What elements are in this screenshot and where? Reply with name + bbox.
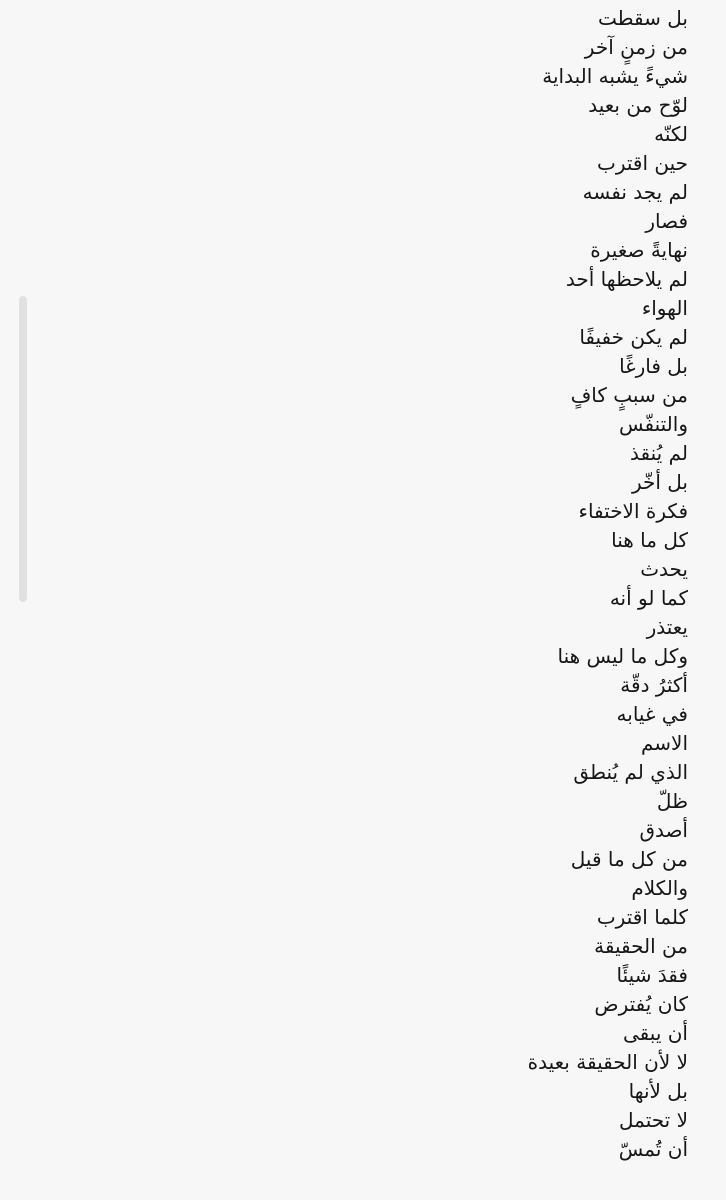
- poem-line: لوّح من بعيد: [588, 93, 688, 117]
- poem-line: وكل ما ليس هنا: [557, 644, 688, 668]
- poem-line: لكنّه: [654, 122, 688, 146]
- poem-line: أصدق: [639, 818, 688, 842]
- poem-line: بل أخّر: [631, 470, 688, 494]
- poem-line: أن يبقى: [623, 1021, 688, 1045]
- poem-line: نهايةً صغيرة: [590, 238, 688, 262]
- poem-line: من سببٍ كافٍ: [570, 383, 688, 407]
- poem-line: الهواء: [641, 296, 688, 320]
- poem-line: كما لو أنه: [609, 586, 688, 610]
- poem-line: فقدَ شيئًا: [616, 963, 688, 987]
- poem-line: أكثرُ دقّة: [620, 673, 688, 697]
- poem-line: لم يكن خفيفًا: [579, 325, 688, 349]
- poem-line: كان يُفترض: [594, 992, 688, 1016]
- poem-line: بل فارغًا: [619, 354, 688, 378]
- poem-line: في غيابه: [616, 702, 688, 726]
- poem-line: فصار: [645, 209, 688, 233]
- poem-line: بل لأنها: [628, 1079, 688, 1103]
- poem-line: والتنفّس: [619, 412, 688, 436]
- poem-line: لا لأن الحقيقة بعيدة: [527, 1050, 688, 1074]
- poem-line: لم يجد نفسه: [582, 180, 688, 204]
- poem-line: من كل ما قيل: [570, 847, 688, 871]
- poem-line: الاسم: [640, 731, 688, 755]
- poem-line: كل ما هنا: [611, 528, 688, 552]
- poem-line: شيءً يشبه البداية: [542, 64, 688, 88]
- poem-line: بل سقطت: [598, 6, 688, 30]
- poem-line: من زمنٍ آخر: [584, 35, 688, 59]
- poem-line: حين اقترب: [597, 151, 688, 175]
- poem-line: الذي لم يُنطق: [573, 760, 688, 784]
- poem-text: [48, 4, 688, 1164]
- poem-line: فكرة الاختفاء: [578, 499, 688, 523]
- poem-line: لا تحتمل: [619, 1108, 688, 1132]
- poem-line: لم يلاحظها أحد: [565, 267, 688, 291]
- poem-line: ظلّ: [656, 789, 688, 813]
- poem-line: من الحقيقة: [594, 934, 688, 958]
- poem-line: يعتذر: [646, 615, 688, 639]
- poem-line: لم يُنقذ: [630, 441, 688, 465]
- poem-line: والكلام: [631, 876, 688, 900]
- poem-line: كلما اقترب: [596, 905, 688, 929]
- scrollbar-thumb[interactable]: [19, 296, 27, 602]
- poem-line: أن تُمسّ: [618, 1137, 688, 1161]
- poem-line: يحدث: [640, 557, 688, 581]
